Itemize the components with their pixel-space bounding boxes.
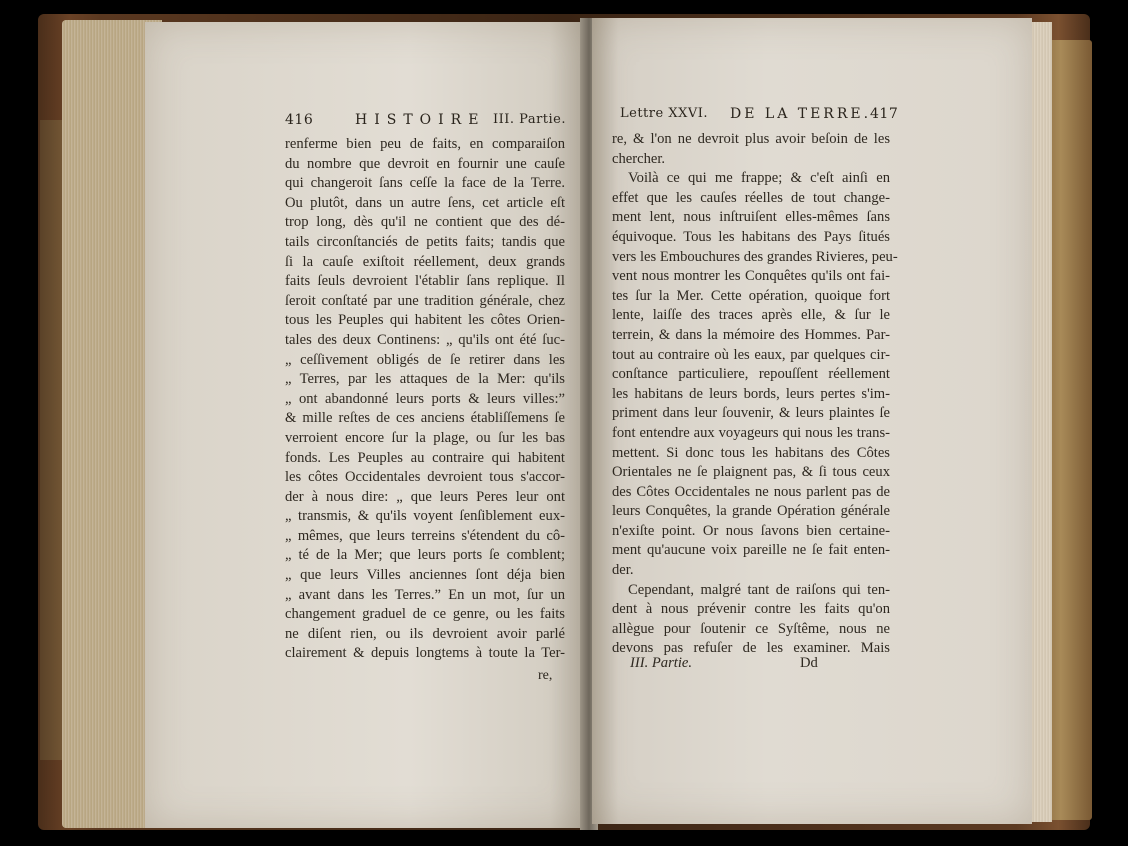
text-line: ment lent, nous inſtruiſent elles-mêmes ſans	[612, 209, 890, 226]
text-line: Cependant, malgré tant de raiſons qui ten-	[628, 581, 890, 598]
text-line: tales des deux Continens: „ qu'ils ont été ſuc-	[285, 331, 565, 348]
text-line: clairement & depuis longtems à toute la Ter-	[285, 645, 565, 662]
text-line: „ transmis, & qu'ils voyent ſenſiblement eux-	[285, 508, 565, 525]
left-running-head: HISTOIRE	[355, 112, 486, 128]
text-line: dent à nous prévenir contre les faits qu'on	[612, 601, 890, 618]
text-line: les habitans de leurs bords, leurs pertes s'im-	[612, 385, 890, 402]
left-page-number: 416	[285, 112, 314, 128]
text-line: Ou plutôt, dans un autre ſens, cet article eſt	[285, 194, 565, 211]
text-line: trop long, dès qu'il ne contient que des dé-	[285, 214, 565, 231]
text-line: tout au contraire où les eaux, par quelques cir-	[612, 346, 890, 363]
text-line: „ té de la Mer; que leurs ports ſe comblent;	[285, 547, 565, 564]
text-line: des Côtes Occidentales ne nous parlent pas de	[612, 483, 890, 500]
text-line: ne diſent rien, ou ils devroient avoir parlé	[285, 625, 565, 642]
text-line: devons pas refuſer de les examiner. Mais	[612, 640, 890, 657]
text-line: ment qu'aucune voix pareille ne ſe fait enten-	[612, 542, 890, 559]
text-line: leurs Conquêtes, la grande Opération générale	[612, 503, 890, 520]
text-line: les côtes Occidentales devroient tous s'accor-	[285, 469, 565, 486]
text-line: „ ont abandonné leurs ports & leurs villes:”	[285, 390, 565, 407]
text-line: „ que leurs Villes anciennes ſont déja bien	[285, 567, 565, 584]
text-line: Voilà ce qui me frappe; & c'eſt ainſi en	[628, 170, 890, 187]
text-line: conſtance particuliere, repouſſent réellement	[612, 366, 890, 383]
text-line: allègue pour ſoutenir ce Syſtême, nous ne	[612, 620, 890, 637]
text-line: font entendre aux voyageurs qui nous les trans-	[612, 424, 890, 441]
right-signature-part: III. Partie.	[630, 655, 693, 671]
text-line: „ avant dans les Terres.” En un mot, ſur un	[285, 586, 565, 603]
text-line: „ Terres, par les attaques de la Mer: qu'ils	[285, 371, 565, 388]
text-line: „ ceſſivement obligés de ſe retirer dans les	[285, 351, 565, 368]
right-page	[592, 18, 1032, 824]
left-page	[145, 22, 585, 828]
text-line: terrein, & dans la mémoire des Hommes. Par-	[612, 326, 890, 343]
text-line: qui changeroit ſans ceſſe la face de la Terre.	[285, 175, 565, 192]
text-line: re, & l'on ne devroit plus avoir beſoin de les	[612, 131, 890, 147]
text-line: ſi la cauſe exiſtoit réellement, deux grands	[285, 253, 565, 270]
text-line: „ mêmes, que leurs terreins s'étendent du cô-	[285, 527, 565, 544]
text-line: verroient encore ſur la plage, ou ſur les bas	[285, 429, 565, 446]
text-line: renferme bien peu de faits, en comparaiſon	[285, 136, 565, 152]
left-body-text	[285, 135, 565, 664]
text-line: der à nous dire: „ que leurs Peres leur ont	[285, 488, 565, 505]
text-line: faits ſeuls devroient l'établir ſans replique. Il	[285, 273, 565, 290]
text-line: tous les Peuples qui habitent les côtes Orien-	[285, 312, 565, 329]
text-line: effet que les cauſes réelles de tout change-	[612, 189, 890, 206]
text-line: & mille reſtes de ces anciens établiſſemens ſe	[285, 410, 565, 427]
text-line: der.	[612, 562, 634, 579]
text-line: vent nous montrer les Conquêtes qu'ils ont fai-	[612, 268, 890, 285]
text-line: ſeroit conſtaté par une tradition générale, chez	[285, 292, 565, 309]
text-line: tes ſur la Mer. Cette opération, quoique fort	[612, 287, 890, 304]
text-line: n'exiſte point. Or nous ſavons bien certaine-	[612, 522, 890, 539]
right-running-head: DE LA TERRE.	[730, 106, 872, 122]
text-line: fonds. Les Peuples au contraire qui habitent	[285, 449, 565, 466]
left-catchword: re,	[538, 668, 553, 683]
text-line: équivoque. Tous les habitans des Pays ſitués	[612, 228, 890, 245]
right-signature-mark: Dd	[800, 655, 818, 671]
text-line: mettent. Si donc tous les habitans des Côtes	[612, 444, 890, 461]
right-body-text	[612, 130, 898, 659]
left-running-head-part: III. Partie.	[493, 112, 567, 127]
text-line: tails circonſtanciés de petits faits; tandis que	[285, 233, 565, 250]
text-line: chercher.	[612, 150, 666, 167]
right-page-number: 417	[870, 106, 899, 122]
text-line: changement graduel de ce genre, ou les faits	[285, 606, 565, 623]
text-line: lente, laiſſe des traces après elle, & ſur le	[612, 307, 890, 324]
text-line: du nombre que devroit en fournir une cauſe	[285, 155, 565, 172]
text-line: vers les Embouchures des grandes Rivieres, peu-	[612, 248, 898, 265]
text-line: Orientales ne ſe plaignent pas, & ſi tous ceux	[612, 464, 890, 481]
right-running-head-letter: Lettre XXVI.	[620, 106, 708, 121]
text-line: priment dans leur ſouvenir, & leurs plaintes ſe	[612, 405, 890, 422]
